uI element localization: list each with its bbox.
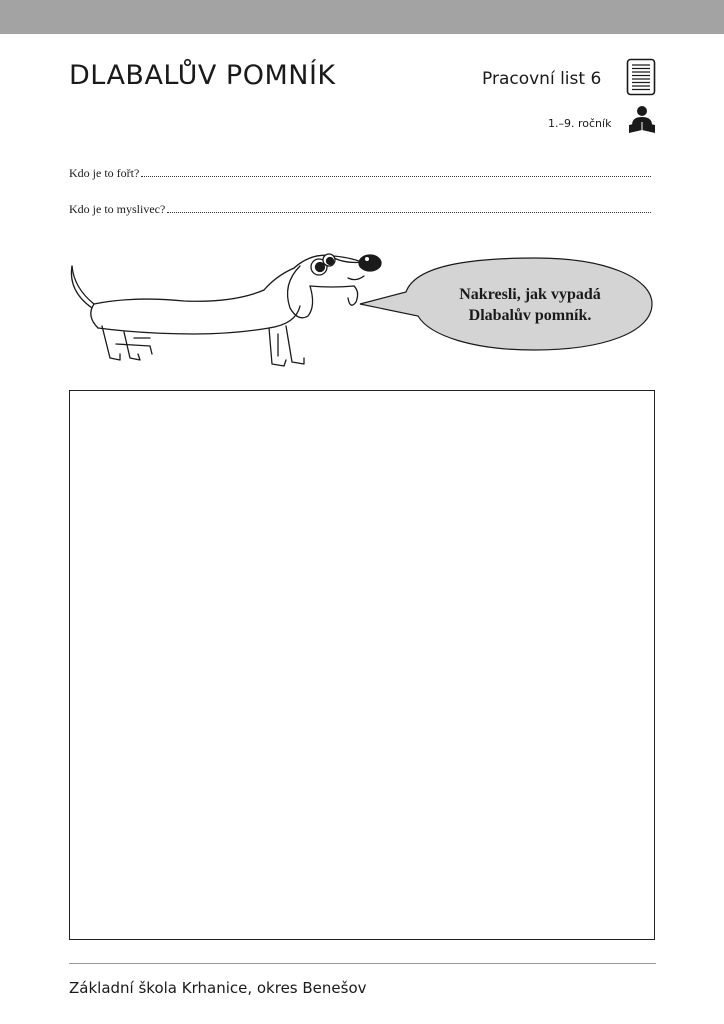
speech-bubble-text bbox=[420, 284, 640, 326]
drawing-area[interactable] bbox=[69, 390, 655, 940]
question-label: Kdo je to fořt? bbox=[69, 166, 140, 180]
worksheet-list-icon bbox=[626, 58, 656, 96]
bubble-line-1: Nakresli, jak vypadá bbox=[459, 286, 601, 303]
reading-person-icon bbox=[627, 105, 657, 135]
grade-label: 1.–9. ročník bbox=[548, 117, 612, 130]
answer-line[interactable] bbox=[167, 202, 651, 213]
page-title: DLABALŮV POMNÍK bbox=[69, 60, 336, 91]
answer-line[interactable] bbox=[141, 166, 651, 177]
footer-divider bbox=[69, 963, 656, 964]
question-gamekeeper bbox=[69, 202, 651, 217]
question-forester bbox=[69, 166, 651, 181]
dachshund-icon bbox=[64, 246, 390, 374]
question-label: Kdo je to myslivec? bbox=[69, 202, 166, 216]
sheet-label: Pracovní list 6 bbox=[482, 69, 602, 89]
bubble-line-2: Dlabalův pomník. bbox=[468, 307, 592, 324]
footer-school-name: Základní škola Krhanice, okres Benešov bbox=[69, 979, 367, 997]
top-bar bbox=[0, 0, 724, 34]
